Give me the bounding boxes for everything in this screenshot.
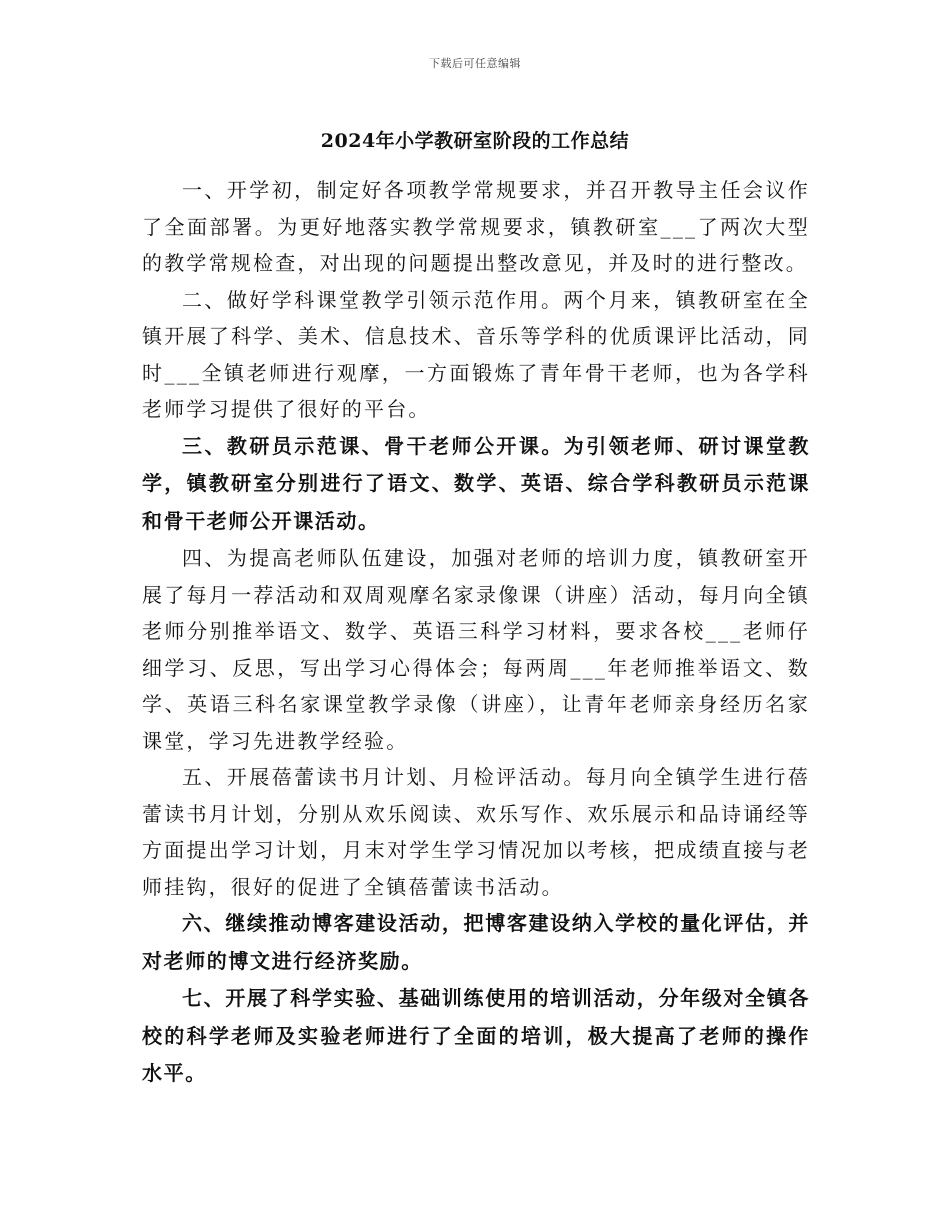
paragraph-5: 五、开展蓓蕾读书月计划、月检评活动。每月向全镇学生进行蓓蕾读书月计划，分别从欢乐阅读、欢乐写作、欢乐展示和品诗诵经等方面提出学习计划，月末对学生学习情况加以考核，把成绩直接与老师挂钩，很好的促进了全镇蓓蕾读书活动。 <box>142 765 810 899</box>
header-note: 下载后可任意编辑 <box>429 57 521 70</box>
paragraph-6: 六、继续推动博客建设活动，把博客建设纳入学校的量化评估，并对老师的博文进行经济奖励。 <box>142 911 810 973</box>
document-title: 2024年小学教研室阶段的工作总结 <box>320 130 630 152</box>
paragraph-1: 一、开学初，制定好各项教学常规要求，并召开教导主任会议作了全面部署。为更好地落实教学常规要求，镇教研室___了两次大型的教学常规检查，对出现的问题提出整改意见，并及时的进行整改。 <box>142 178 810 275</box>
paragraph-3: 三、教研员示范课、骨干老师公开课。为引领老师、研讨课堂教学，镇教研室分别进行了语文、数学、英语、综合学科教研员示范课和骨干老师公开课活动。 <box>142 433 810 533</box>
document-body <box>142 172 810 1093</box>
paragraph-7: 七、开展了科学实验、基础训练使用的培训活动，分年级对全镇各校的科学老师及实验老师进行了全面的培训，极大提高了老师的操作水平。 <box>142 986 810 1085</box>
paragraph-2: 二、做好学科课堂教学引领示范作用。两个月来，镇教研室在全镇开展了科学、美术、信息技术、音乐等学科的优质课评比活动，同时___全镇老师进行观摩，一方面锻炼了青年骨干老师，也为各学科老师学习提供了很好的平台。 <box>142 287 810 421</box>
paragraph-4: 四、为提高老师队伍建设，加强对老师的培训力度，镇教研室开展了每月一荐活动和双周观摩名家录像课（讲座）活动，每月向全镇老师分别推举语文、数学、英语三科学习材料，要求各校___老师仔细学习、反思，写出学习心得体会；每两周___年老师推举语文、数学、英语三科名家课堂教学录像（讲座），让青年老师亲身经历名家课堂，学习先进教学经验。 <box>142 546 810 753</box>
